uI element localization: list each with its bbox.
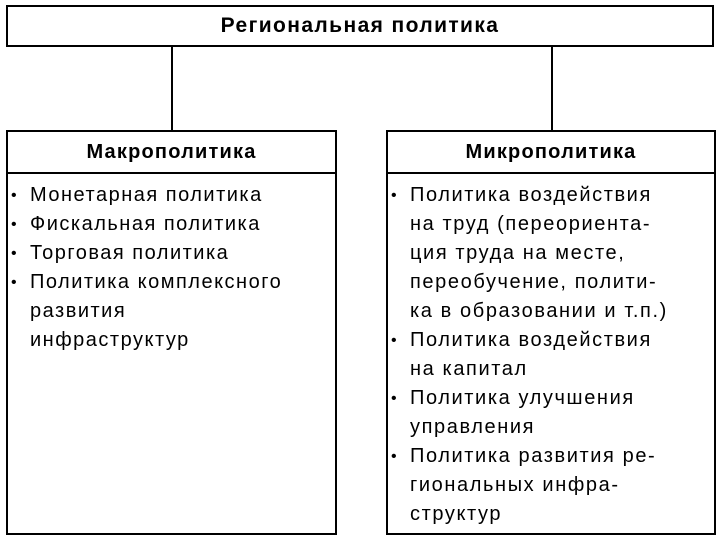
macro-policy-list: [8, 174, 335, 355]
micro-policy-list: [388, 174, 714, 529]
bullet-icon: •: [391, 448, 399, 465]
list-item-text: Политика комплексного развития инфраструктур: [30, 271, 283, 351]
list-item-text: Политика развития ре- гиональных инфра- структур: [410, 445, 657, 525]
bullet-icon: •: [391, 187, 399, 204]
list-item-text: Фискальная политика: [30, 213, 261, 235]
list-item-text: Политика воздействия на капитал: [410, 329, 652, 380]
list-item: [388, 384, 710, 442]
list-item: [8, 268, 331, 355]
bullet-icon: •: [11, 245, 19, 262]
micro-policy-node: [386, 130, 716, 535]
list-item: [8, 181, 331, 210]
bullet-icon: •: [391, 332, 399, 349]
macro-policy-title: Макрополитика: [8, 132, 335, 174]
list-item-text: Торговая политика: [30, 242, 230, 264]
macro-policy-node: [6, 130, 337, 535]
root-title: Региональная политика: [220, 14, 500, 37]
connector-root-to-micro: [551, 46, 553, 131]
list-item: [388, 181, 710, 326]
list-item-text: Монетарная политика: [30, 184, 263, 206]
bullet-icon: •: [391, 390, 399, 407]
list-item: [388, 442, 710, 529]
list-item-text: Политика улучшения управления: [410, 387, 635, 438]
connector-root-to-macro: [171, 46, 173, 131]
micro-policy-title: Микрополитика: [388, 132, 714, 174]
root-node: [6, 5, 714, 47]
list-item: [8, 239, 331, 268]
bullet-icon: •: [11, 274, 19, 291]
list-item: [8, 210, 331, 239]
bullet-icon: •: [11, 216, 19, 233]
list-item: [388, 326, 710, 384]
bullet-icon: •: [11, 187, 19, 204]
list-item-text: Политика воздействия на труд (переориента- ция труда на месте, переобучение, полити- ка в образовании и т.п.): [410, 184, 668, 322]
